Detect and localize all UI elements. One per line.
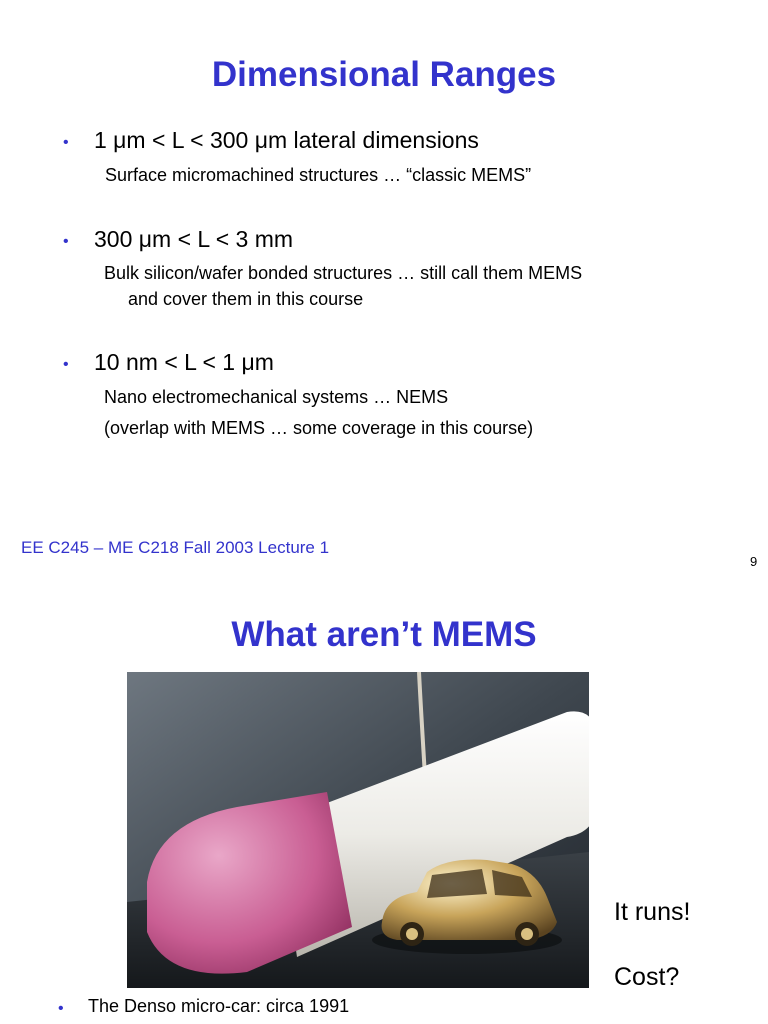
bullet-icon: • — [63, 134, 69, 151]
sub-text: (overlap with MEMS … some coverage in this course) — [104, 418, 534, 438]
slide-title: What aren’t MEMS — [231, 615, 537, 654]
page-number: 9 — [750, 554, 758, 569]
side-note: It runs! — [614, 898, 691, 926]
bullet-icon: • — [63, 356, 69, 373]
bullet-text: 1 μm < L < 300 μm lateral dimensions — [94, 127, 479, 153]
slide-title: Dimensional Ranges — [211, 55, 557, 94]
slide-footer: EE C245 – ME C218 Fall 2003 Lecture 1 — [21, 538, 330, 557]
photo-caption: The Denso micro-car: circa 1991 — [88, 996, 350, 1016]
sub-text: Bulk silicon/wafer bonded structures … still call them MEMS — [104, 263, 583, 283]
sub-text: and cover them in this course — [128, 289, 364, 309]
bullet-icon: • — [58, 1000, 64, 1017]
bullet-text: 10 nm < L < 1 μm — [94, 349, 274, 375]
bullet-text: 300 μm < L < 3 mm — [94, 226, 294, 252]
sub-text: Surface micromachined structures … “classic MEMS” — [105, 165, 532, 185]
bullet-icon: • — [63, 233, 69, 250]
side-note: Cost? — [614, 963, 680, 991]
match-and-micro-car-photo-icon — [127, 672, 589, 988]
sub-text: Nano electromechanical systems … NEMS — [104, 387, 449, 407]
